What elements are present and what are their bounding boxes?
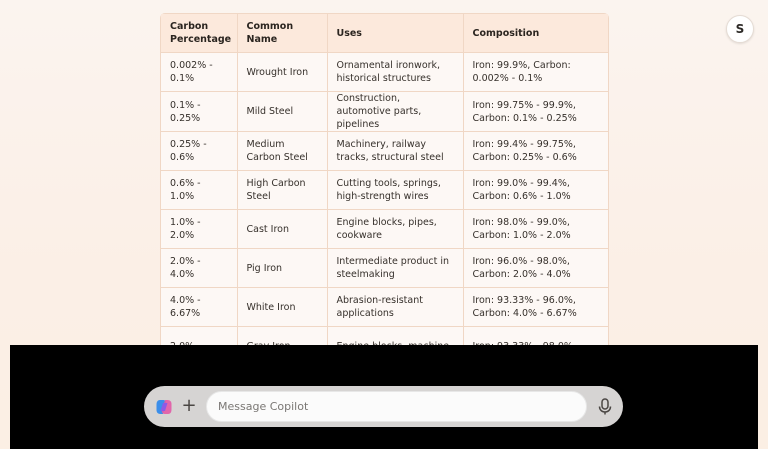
cell-carbon: 0.6% - 1.0% [161,171,237,210]
carbon-table [161,14,608,366]
cell-composition: Iron: 99.75% - 99.9%, Carbon: 0.1% - 0.25% [463,92,608,132]
cell-carbon: 2.0% - 4.0% [161,249,237,288]
cell-carbon: 0.25% - 0.6% [161,132,237,171]
message-input[interactable] [206,391,587,422]
avatar-initial: S [735,22,745,36]
table-row [161,53,608,92]
cell-composition: Iron: 99.4% - 99.75%, Carbon: 0.25% - 0.6% [463,132,608,171]
cell-name: Medium Carbon Steel [237,132,327,171]
table-row [161,171,608,210]
table-row [161,288,608,327]
cell-name: High Carbon Steel [237,171,327,210]
cell-name: Cast Iron [237,210,327,249]
cell-composition: Iron: 93.33% - 96.0%, Carbon: 4.0% - 6.67% [463,288,608,327]
cell-uses: Cutting tools, springs, high-strength wires [327,171,463,210]
user-avatar[interactable] [726,15,754,43]
cell-composition: Iron: 96.0% - 98.0%, Carbon: 2.0% - 4.0% [463,249,608,288]
header-composition: Composition [463,14,608,53]
table-row [161,92,608,132]
table-header-row [161,14,608,53]
cell-name: Wrought Iron [237,53,327,92]
cell-name: Mild Steel [237,92,327,132]
microphone-icon[interactable] [596,397,614,416]
cell-uses: Abrasion-resistant applications [327,288,463,327]
table-row [161,249,608,288]
add-attachment-button[interactable]: + [181,395,197,416]
cell-uses: Construction, automotive parts, pipelines [327,92,463,132]
cell-name: White Iron [237,288,327,327]
cell-carbon: 1.0% - 2.0% [161,210,237,249]
cell-composition: Iron: 99.0% - 99.4%, Carbon: 0.6% - 1.0% [463,171,608,210]
header-uses: Uses [327,14,463,53]
header-carbon-percentage: Carbon Percentage [161,14,237,53]
header-common-name: Common Name [237,14,327,53]
cell-uses: Ornamental ironwork, historical structures [327,53,463,92]
cell-composition: Iron: 99.9%, Carbon: 0.002% - 0.1% [463,53,608,92]
cell-composition: Iron: 98.0% - 99.0%, Carbon: 1.0% - 2.0% [463,210,608,249]
cell-carbon: 0.1% - 0.25% [161,92,237,132]
cell-uses: Intermediate product in steelmaking [327,249,463,288]
table-row [161,210,608,249]
cell-uses: Engine blocks, pipes, cookware [327,210,463,249]
carbon-table-card [160,13,609,367]
copilot-logo-icon[interactable] [155,398,173,416]
cell-carbon: 4.0% - 6.67% [161,288,237,327]
message-composer [144,386,623,427]
table-row [161,132,608,171]
cell-name: Pig Iron [237,249,327,288]
cell-carbon: 0.002% - 0.1% [161,53,237,92]
cell-uses: Machinery, railway tracks, structural steel [327,132,463,171]
